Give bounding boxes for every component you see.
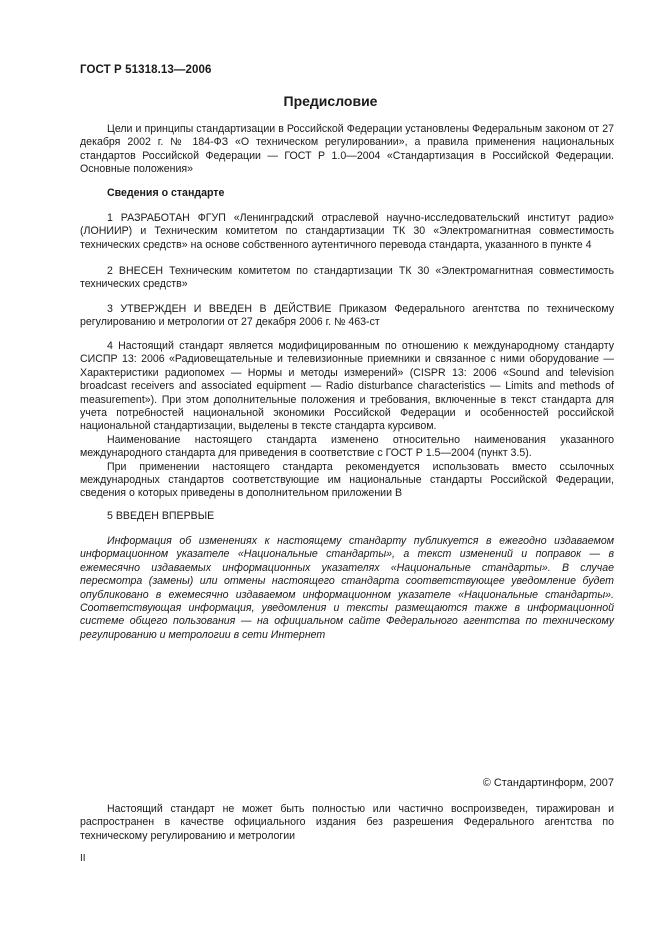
- page-number: II: [80, 853, 86, 864]
- item-5: [80, 510, 614, 523]
- section-subtitle: [80, 187, 614, 200]
- subtitle-text: Сведения о стандарте: [107, 187, 225, 199]
- reproduction-notice: [80, 803, 614, 843]
- intro-text: Цели и принципы стандартизации в Российской Федерации установлены Федеральным законом от 27 декабря 2002 г. № 184-ФЗ «О техническом регулировании», а правила применения национальных стандартов Российской Федерации — ГОСТ Р 1.0—2004 «Стандартизация в Российской Федерации. Основные положения»: [80, 123, 614, 176]
- item-5-text: 5 ВВЕДЕН ВПЕРВЫЕ: [107, 510, 215, 522]
- item-2-text: 2 ВНЕСЕН Техническим комитетом по стандартизации ТК 30 «Электромагнитная совместимость технических средств»: [80, 265, 614, 291]
- document-header: ГОСТ Р 51318.13—2006: [80, 64, 212, 76]
- item-4-paragraph-2: Наименование настоящего стандарта изменено относительно наименования указанного международного стандарта для приведения в соответствие с ГОСТ Р 1.5—2004 (пункт 3.5).: [80, 433, 614, 460]
- item-2: [80, 265, 614, 292]
- item-3: [80, 303, 614, 330]
- page-title: Предисловие: [283, 93, 378, 109]
- item-3-text: 3 УТВЕРЖДЕН И ВВЕДЕН В ДЕЙСТВИЕ Приказом Федерального агентства по техническому регулированию и метрологии от 27 декабря 2006 г. № 463-ст: [80, 303, 614, 329]
- intro-paragraph: [80, 123, 614, 177]
- item-1: [80, 212, 614, 252]
- item-4-paragraph-3: При применении настоящего стандарта рекомендуется использовать вместо ссылочных международных стандартов соответствующие им национальные стандарты Российской Федерации, сведения о которых приведены в дополнительном приложении В: [80, 460, 614, 500]
- item-1-text: 1 РАЗРАБОТАН ФГУП «Ленинградский отраслевой научно-исследовательский институт радио» (ЛОНИИР) и Техническим комитетом по стандартизации ТК 30 «Электромагнитная совместимость технических средств» на основе собственного аутентичного перевода стандарта, указанного в пункте 4: [80, 212, 614, 251]
- item-4-text: 4 Настоящий стандарт является модифицированным по отношению к международному стандарту СИСПР 13: 2006 «Радиовещательные и телевизионные приемники и связанное с ними оборудование — Характеристики радиопомех — Нормы и методы измерений» (CISPR 13: 2006 «Sound and television broadcast receivers and associated equipment — Radio disturbance characteristics — Limits and methods of measurement»). При этом дополнительные положения и требования, включенные в текст стандарта для учета потребностей национальной экономики Российской Федерации и особенностей российской национальной стандартизации, выделены в тексте стандарта курсивом.: [80, 340, 614, 433]
- item-4: [80, 340, 614, 501]
- info-text: Информация об изменениях к настоящему стандарту публикуется в ежегодно издаваемом информационном указателе «Национальные стандарты», а текст изменений и поправок — в ежемесячно издаваемых информационных указателях «Национальные стандарты». В случае пересмотра (замены) или отмены настоящего стандарта соответствующее уведомление будет опубликовано в ежемесячно издаваемом информационном указателе «Национальные стандарты». Соответствующая информация, уведомления и тексты размещаются также в информационной системе общего пользования — на официальном сайте Федерального агентства по техническому регулированию и метрологии в сети Интернет: [80, 535, 614, 641]
- info-notice: [80, 535, 614, 642]
- copyright: © Стандартинформ, 2007: [482, 777, 614, 789]
- reproduction-notice-text: Настоящий стандарт не может быть полностью или частично воспроизведен, тиражирован и распространен в качестве официального издания без разрешения Федерального агентства по техническому регулированию и метрологии: [80, 803, 614, 842]
